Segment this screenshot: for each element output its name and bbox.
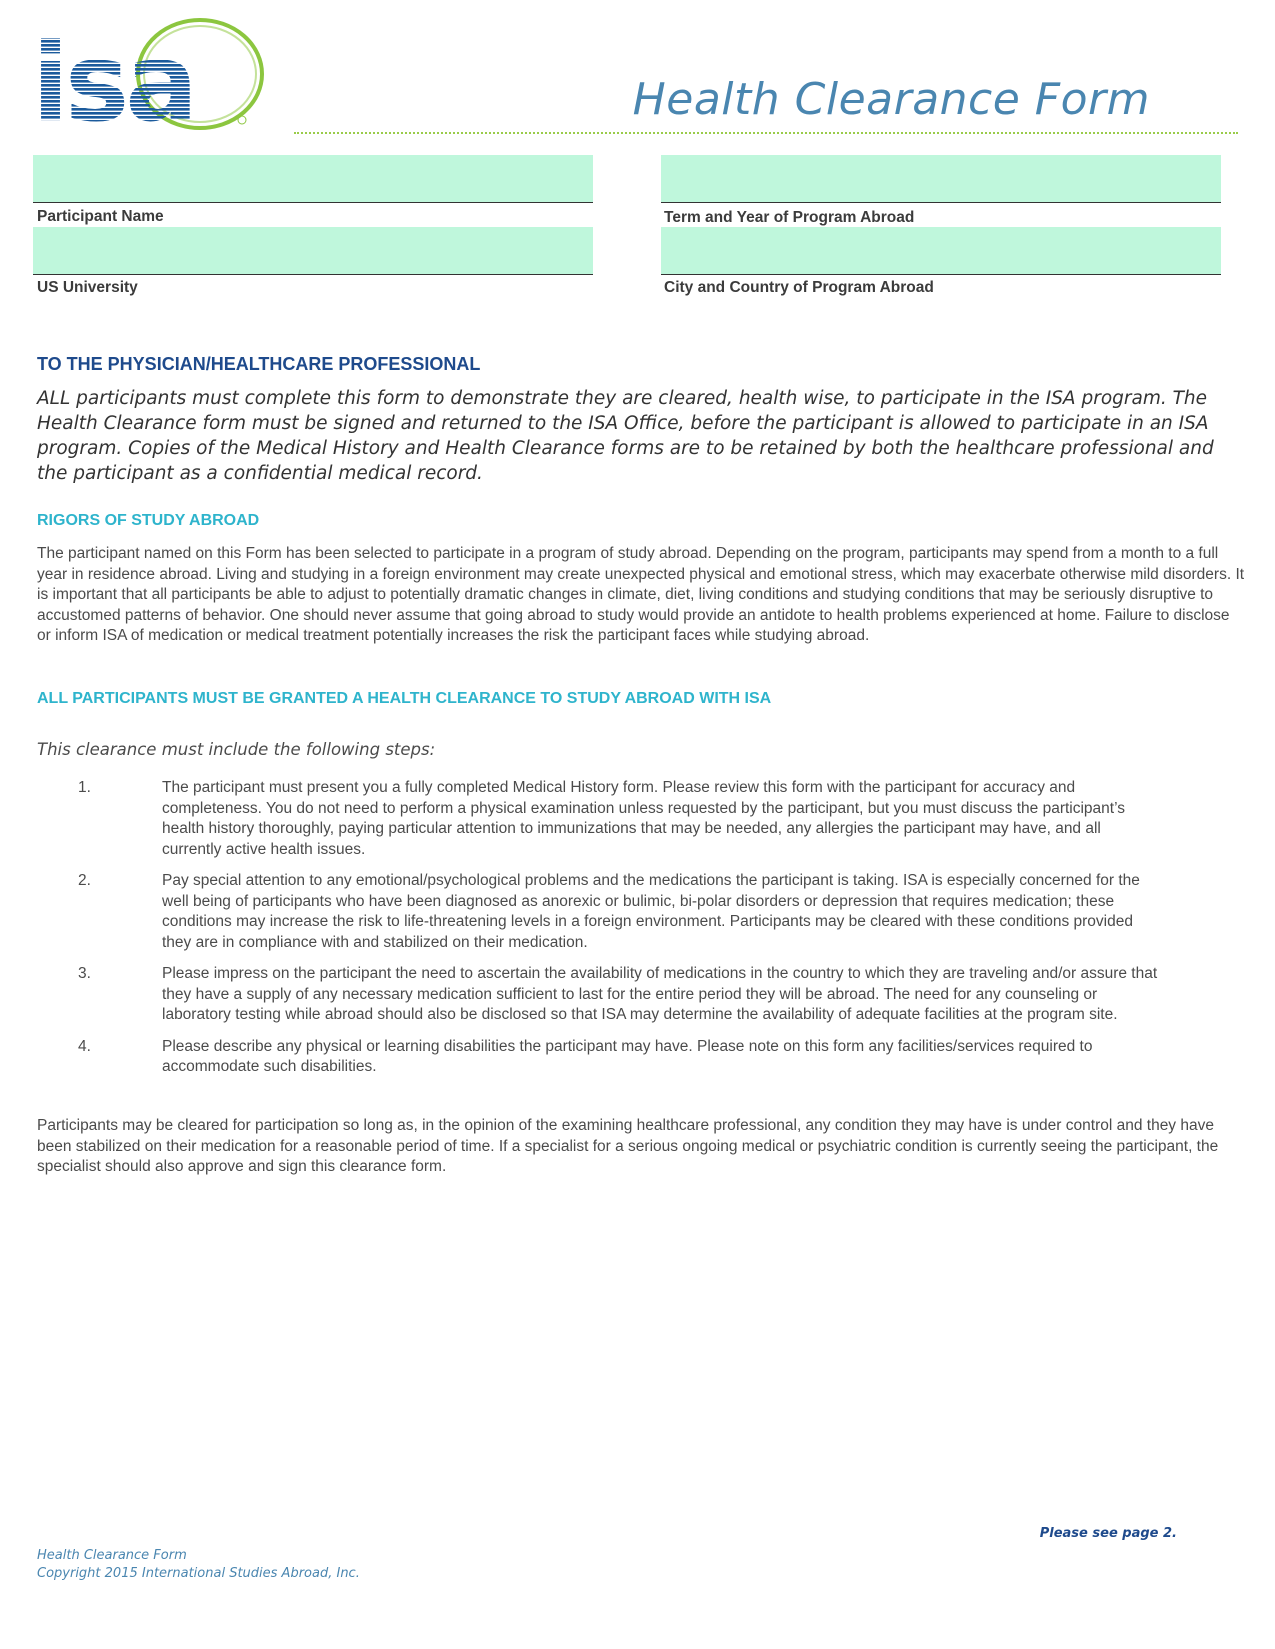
list-item <box>60 1037 1160 1078</box>
footer <box>37 1547 360 1583</box>
step-number: 3. <box>78 965 91 982</box>
participant-name-label: Participant Name <box>37 208 164 225</box>
step-text: Pay special attention to any emotional/psychological problems and the medications the participant is taking. ISA is especially concerned for the well being of participants who have been diagnosed as anorexic or bulimic, bi-polar disorders or depression that requires medication; these conditions may increase the risk to life-threatening levels in a foreign environment. Participants may be cleared with these conditions provided they are in compliance with and stabilized on their medication. <box>162 872 1140 951</box>
rigors-heading: RIGORS OF STUDY ABROAD <box>37 512 260 529</box>
step-number: 4. <box>78 1037 91 1055</box>
closing-paragraph: Participants may be cleared for participation so long as, in the opinion of the examining healthcare professional, any condition they may have is under control and they have been stabilized on their medication for a reasonable period of time. If a specialist for a serious ongoing medical or psychiatric condition is currently seeing the participant, the specialist should also approve and sign this clearance form. <box>37 1117 1219 1175</box>
list-item <box>60 871 1160 953</box>
footer-title: Health Clearance Form <box>37 1548 187 1563</box>
footer-copyright: Copyright 2015 International Studies Abroad, Inc. <box>37 1566 360 1581</box>
list-item <box>60 964 1160 1026</box>
participant-name-field[interactable] <box>33 155 593 203</box>
step-text: Please describe any physical or learning disabilities the participant may have. Please note on this form any facilities/services required to accommodate such disabilities. <box>162 1037 1093 1075</box>
physician-heading: TO THE PHYSICIAN/HEALTHCARE PROFESSIONAL <box>37 354 481 374</box>
term-year-label: Term and Year of Program Abroad <box>664 209 915 226</box>
city-country-label: City and Country of Program Abroad <box>664 279 934 296</box>
step-text: The participant must present you a fully completed Medical History form. Please review this form with the participant for accuracy and completeness. You do not need to perform a physical examination unless requested by the participant, but you must discuss the participant’s health history thoroughly, paying particular attention to immunizations that may be needed, any allergies the participant may have, and all currently active health issues. <box>162 779 1126 858</box>
us-university-label: US University <box>37 279 138 296</box>
svg-text:isa: isa <box>32 21 195 136</box>
step-number: 2. <box>78 872 91 889</box>
see-page-note: Please see page 2. <box>1039 1526 1177 1541</box>
us-university-field[interactable] <box>33 227 593 275</box>
step-number: 1. <box>78 779 91 796</box>
page-title: Health Clearance Form <box>632 74 1150 125</box>
clearance-subheading: This clearance must include the following steps: <box>37 740 436 759</box>
isa-logo <box>32 16 272 136</box>
title-divider <box>294 132 1238 134</box>
term-year-field[interactable] <box>661 155 1221 203</box>
city-country-field[interactable] <box>661 227 1221 275</box>
physician-intro: ALL participants must complete this form to demonstrate they are cleared, health wise, to participate in the ISA program. The Health Clearance form must be signed and returned to the ISA Office, before the participant is allowed to participate in an ISA program. Copies of the Medical History and Health Clearance forms are to be retained by both the healthcare professional and the participant as a confidential medical record. <box>37 388 1214 484</box>
step-text: Please impress on the participant the need to ascertain the availability of medications in the country to which they are traveling and/or assure that they have a supply of any necessary medication sufficient to last for the entire period they will be abroad. The need for any counseling or laboratory testing while abroad should also be disclosed so that ISA may determine the availability of adequate facilities at the program site. <box>162 965 1158 1023</box>
list-item <box>60 778 1160 860</box>
rigors-paragraph: The participant named on this Form has been selected to participate in a program of study abroad. Depending on the program, participants may spend from a month to a full year in residence abroad. Living and studying in a foreign environment may create unexpected physical and emotional stress, which may exacerbate otherwise mild disorders. It is important that all participants be able to adjust to potentially dramatic changes in climate, diet, living conditions and studying conditions that may be seriously disruptive to accustomed patterns of behavior. One should never assume that going abroad to study would provide an antidote to health problems experienced at home. Failure to disclose or inform ISA of medication or medical treatment potentially increases the risk the participant faces while studying abroad. <box>37 545 1245 644</box>
clearance-heading: ALL PARTICIPANTS MUST BE GRANTED A HEALTH CLEARANCE TO STUDY ABROAD WITH ISA <box>37 690 772 707</box>
steps-list <box>60 778 1160 1089</box>
